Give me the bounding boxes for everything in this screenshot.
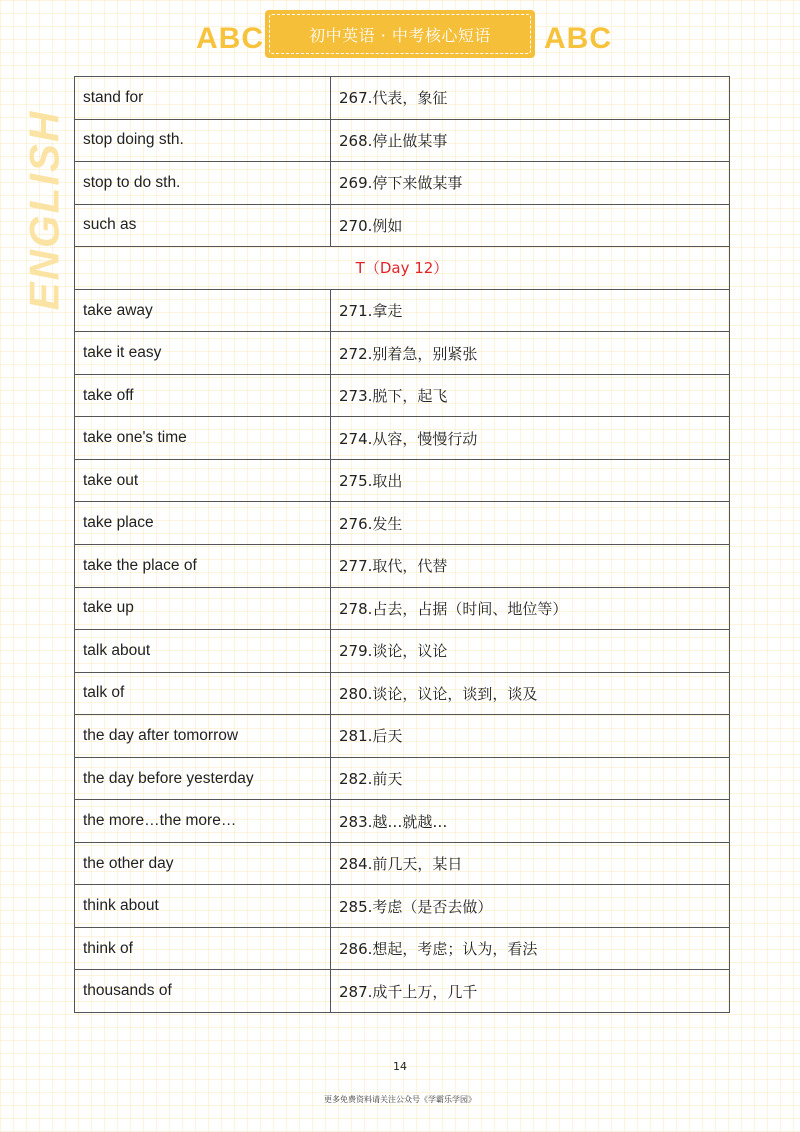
english-phrase: take off [75,374,331,417]
abc-logo-right: ABC [544,22,612,55]
table-row [75,885,730,928]
chinese-meaning: 272.别着急，别紧张 [331,332,730,375]
chinese-meaning: 267.代表，象征 [331,77,730,120]
chinese-meaning: 268.停止做某事 [331,119,730,162]
english-phrase: such as [75,204,331,247]
english-phrase: take one's time [75,417,331,460]
footer-note: 更多免费资料请关注公众号《学霸乐学园》 [324,1095,476,1104]
table-row [75,545,730,588]
table-row [75,757,730,800]
english-phrase: take place [75,502,331,545]
english-phrase: the day after tomorrow [75,715,331,758]
chinese-meaning: 282.前天 [331,757,730,800]
table-row [75,204,730,247]
english-phrase: take away [75,289,331,332]
english-phrase: stop doing sth. [75,119,331,162]
chinese-meaning: 283.越…就越… [331,800,730,843]
chinese-meaning: 286.想起，考虑；认为，看法 [331,927,730,970]
english-phrase: the other day [75,842,331,885]
english-phrase: the more…the more… [75,800,331,843]
table-row [75,800,730,843]
chinese-meaning: 287.成千上万，几千 [331,970,730,1013]
english-phrase: take it easy [75,332,331,375]
chinese-meaning: 280.谈论，议论，谈到，谈及 [331,672,730,715]
english-phrase: stand for [75,77,331,120]
table-row [75,630,730,673]
table-row [75,842,730,885]
phrase-table [74,76,730,1013]
english-phrase: the day before yesterday [75,757,331,800]
english-watermark: ENGLISH [20,109,68,311]
english-phrase: take the place of [75,545,331,588]
table-row [75,289,730,332]
abc-logo-left: ABC [196,22,264,55]
table-row [75,970,730,1013]
chinese-meaning: 269.停下来做某事 [331,162,730,205]
english-phrase: take out [75,459,331,502]
table-row [75,459,730,502]
table-row [75,715,730,758]
title-banner [265,10,535,58]
table-row [75,417,730,460]
table-row [75,672,730,715]
english-phrase: thousands of [75,970,331,1013]
chinese-meaning: 284.前几天，某日 [331,842,730,885]
section-heading: T（Day 12） [75,247,730,290]
chinese-meaning: 285.考虑（是否去做） [331,885,730,928]
table-row [75,119,730,162]
table-row [75,374,730,417]
table-row [75,927,730,970]
chinese-meaning: 274.从容，慢慢行动 [331,417,730,460]
table-row [75,587,730,630]
table-row [75,77,730,120]
page-header [0,10,800,58]
table-row [75,332,730,375]
english-phrase: think of [75,927,331,970]
table-row [75,502,730,545]
english-phrase: talk of [75,672,331,715]
chinese-meaning: 276.发生 [331,502,730,545]
chinese-meaning: 278.占去，占据（时间、地位等） [331,587,730,630]
chinese-meaning: 271.拿走 [331,289,730,332]
section-row [75,247,730,290]
english-phrase: think about [75,885,331,928]
english-phrase: take up [75,587,331,630]
chinese-meaning: 275.取出 [331,459,730,502]
page-title: 初中英语 · 中考核心短语 [269,14,531,54]
chinese-meaning: 277.取代，代替 [331,545,730,588]
chinese-meaning: 279.谈论，议论 [331,630,730,673]
english-phrase: talk about [75,630,331,673]
chinese-meaning: 273.脱下，起飞 [331,374,730,417]
page-number: 14 [393,1060,407,1073]
english-phrase: stop to do sth. [75,162,331,205]
chinese-meaning: 270.例如 [331,204,730,247]
chinese-meaning: 281.后天 [331,715,730,758]
table-row [75,162,730,205]
